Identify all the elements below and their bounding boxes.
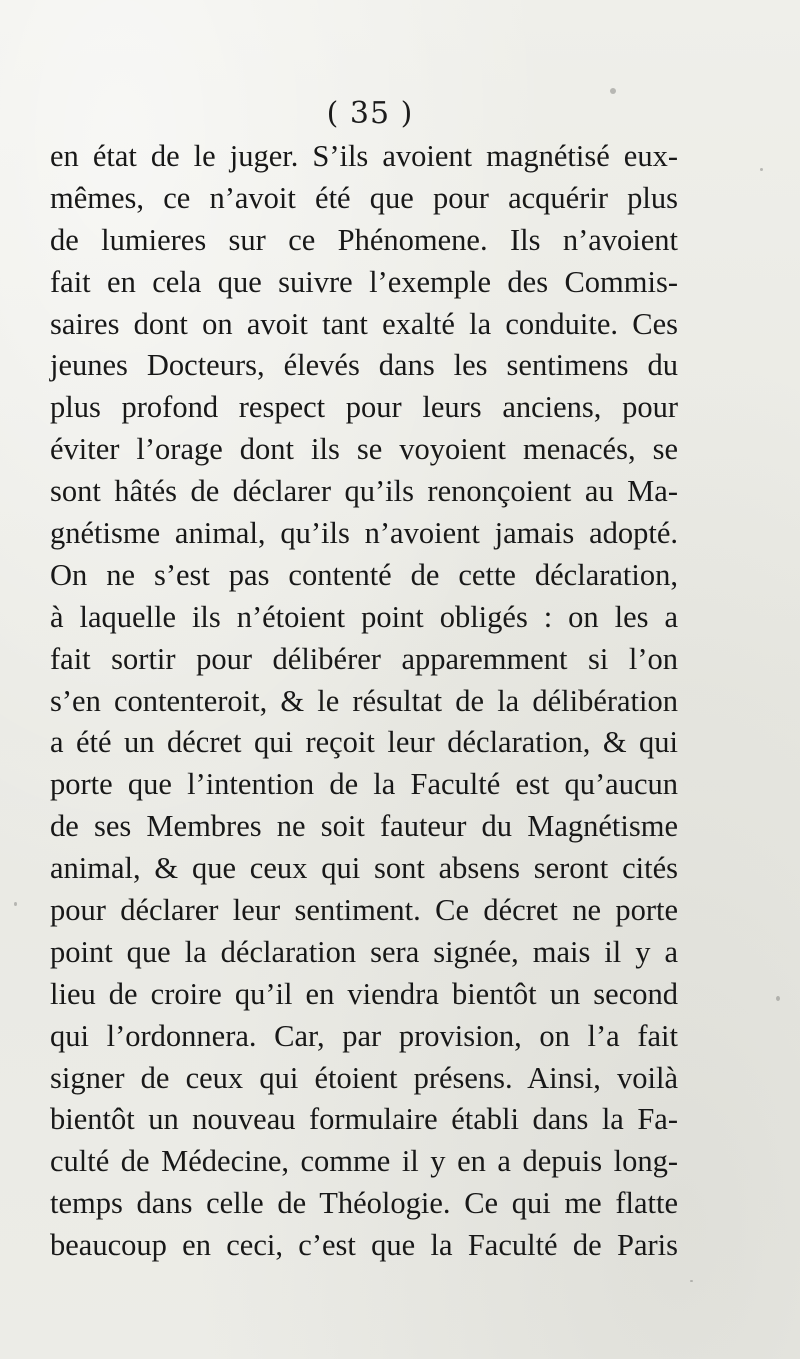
ink-speck [14,902,17,906]
body-text [50,136,678,1267]
text-line: gnétisme animal, qu’ils n’avoient jamais adopté. [50,516,678,551]
text-line: de ses Membres ne soit fauteur du Magnétisme [50,809,678,844]
text-line: On ne s’est pas contenté de cette déclaration, [50,557,678,592]
ink-speck [690,1280,693,1282]
text-line: s’en contenteroit, & le résultat de la délibération [50,683,678,718]
ink-speck [776,996,780,1001]
text-line: saires dont on avoit tant exalté la conduite. Ces [50,306,678,341]
text-line: signer de ceux qui étoient présens. Ainsi, voilà [50,1060,678,1095]
text-line: animal, & que ceux qui sont absens seront cités [50,851,678,886]
text-line: lieu de croire qu’il en viendra bientôt un second [50,976,678,1011]
text-line: mêmes, ce n’avoit été que pour acquérir plus [50,180,678,215]
text-line: qui l’ordonnera. Car, par provision, on l’a fait [50,1018,678,1053]
text-line: sont hâtés de déclarer qu’ils renonçoient au Ma- [50,474,678,509]
text-line: beaucoup en ceci, c’est que la Faculté de Paris [50,1228,678,1263]
text-line: point que la déclaration sera signée, mais il y a [50,934,678,969]
page-number: ( 35 ) [326,96,414,131]
text-line: éviter l’orage dont ils se voyoient menacés, se [50,432,678,467]
text-line: fait sortir pour délibérer apparemment si l’on [50,641,678,676]
text-line: porte que l’intention de la Faculté est qu’aucun [50,767,678,802]
text-line: a été un décret qui reçoit leur déclaration, & qui [50,725,678,760]
text-line: en état de le juger. S’ils avoient magnétisé eux- [50,139,678,173]
ink-speck [760,168,763,171]
text-line: temps dans celle de Théologie. Ce qui me flatte [50,1186,678,1221]
text-line: jeunes Docteurs, élevés dans les sentimens du [50,348,678,383]
ink-speck [610,88,616,94]
text-line: pour déclarer leur sentiment. Ce décret ne porte [50,893,678,928]
text-line: de lumieres sur ce Phénomene. Ils n’avoient [50,222,678,257]
text-line: culté de Médecine, comme il y en a depuis long- [50,1144,678,1179]
text-line: plus profond respect pour leurs anciens, pour [50,390,678,425]
text-line: bientôt un nouveau formulaire établi dans la Fa- [50,1102,678,1137]
text-line: fait en cela que suivre l’exemple des Commis- [50,264,678,299]
text-line: à laquelle ils n’étoient point obligés : on les a [50,599,678,634]
